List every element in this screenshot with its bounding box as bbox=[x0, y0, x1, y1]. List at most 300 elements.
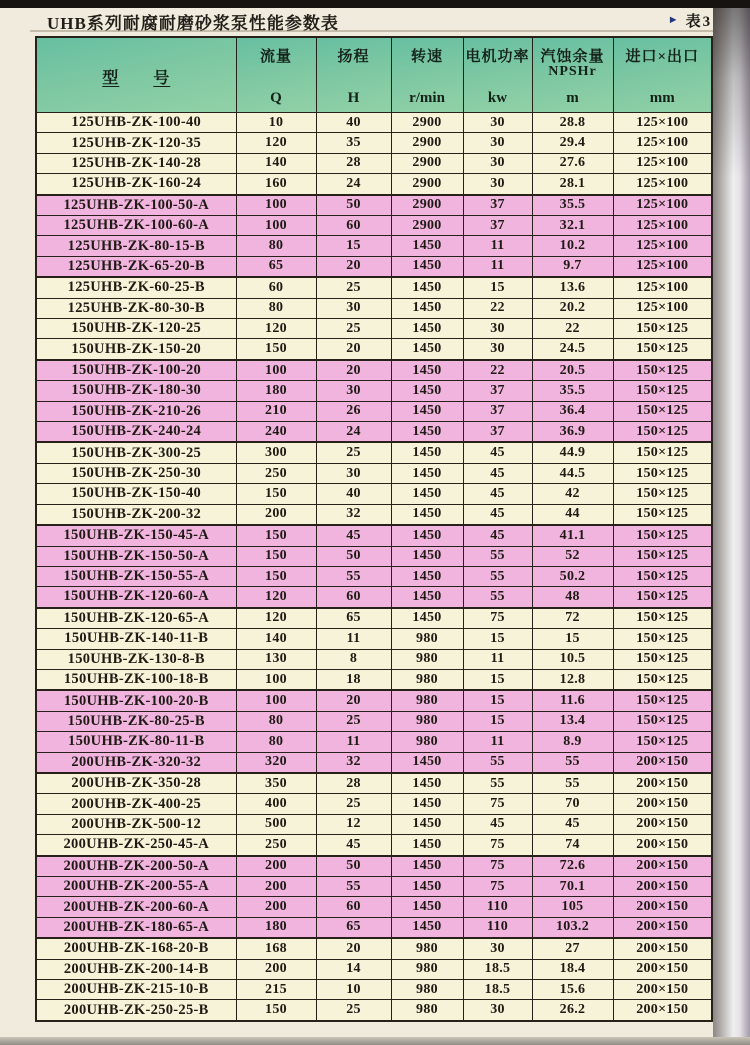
power-cell: 75 bbox=[463, 856, 532, 877]
header-speed bbox=[391, 37, 463, 113]
power-cell: 22 bbox=[463, 298, 532, 318]
speed-cell: 1450 bbox=[391, 587, 463, 608]
npsh-cell: 28.1 bbox=[532, 174, 613, 195]
model-cell: 200UHB-ZK-250-45-A bbox=[36, 835, 236, 856]
ports-cell: 125×100 bbox=[613, 133, 712, 153]
npsh-cell: 29.4 bbox=[532, 133, 613, 153]
scan-bottom-edge bbox=[0, 1037, 750, 1045]
model-cell: 150UHB-ZK-120-65-A bbox=[36, 608, 236, 629]
ports-cell: 125×100 bbox=[613, 216, 712, 236]
head-cell: 55 bbox=[316, 566, 391, 586]
ports-cell: 125×100 bbox=[613, 113, 712, 133]
flow-cell: 60 bbox=[236, 277, 316, 298]
ports-cell: 150×125 bbox=[613, 319, 712, 339]
flow-cell: 140 bbox=[236, 629, 316, 649]
npsh-cell: 36.9 bbox=[532, 422, 613, 443]
power-cell: 75 bbox=[463, 877, 532, 897]
model-cell: 125UHB-ZK-80-15-B bbox=[36, 236, 236, 256]
table-row bbox=[36, 339, 712, 360]
speed-cell: 1450 bbox=[391, 236, 463, 256]
npsh-cell: 8.9 bbox=[532, 732, 613, 752]
header-power-unit: kw bbox=[487, 90, 508, 106]
flow-cell: 200 bbox=[236, 856, 316, 877]
table-row bbox=[36, 525, 712, 546]
ports-cell: 200×150 bbox=[613, 794, 712, 814]
head-cell: 40 bbox=[316, 484, 391, 504]
speed-cell: 2900 bbox=[391, 113, 463, 133]
head-cell: 30 bbox=[316, 463, 391, 483]
model-cell: 150UHB-ZK-210-26 bbox=[36, 401, 236, 421]
speed-cell: 980 bbox=[391, 711, 463, 731]
head-cell: 60 bbox=[316, 216, 391, 236]
table-row bbox=[36, 566, 712, 586]
power-cell: 37 bbox=[463, 216, 532, 236]
npsh-cell: 27.6 bbox=[532, 153, 613, 173]
power-cell: 45 bbox=[463, 442, 532, 463]
power-cell: 11 bbox=[463, 732, 532, 752]
model-cell: 200UHB-ZK-320-32 bbox=[36, 752, 236, 773]
head-cell: 25 bbox=[316, 277, 391, 298]
speed-cell: 1450 bbox=[391, 256, 463, 277]
speed-cell: 1450 bbox=[391, 401, 463, 421]
npsh-cell: 48 bbox=[532, 587, 613, 608]
speed-cell: 1450 bbox=[391, 319, 463, 339]
head-cell: 28 bbox=[316, 153, 391, 173]
npsh-cell: 44.9 bbox=[532, 442, 613, 463]
model-cell: 125UHB-ZK-100-60-A bbox=[36, 216, 236, 236]
ports-cell: 150×125 bbox=[613, 422, 712, 443]
ports-cell: 150×125 bbox=[613, 484, 712, 504]
power-cell: 11 bbox=[463, 236, 532, 256]
power-cell: 45 bbox=[463, 484, 532, 504]
model-cell: 125UHB-ZK-100-40 bbox=[36, 113, 236, 133]
table-row bbox=[36, 401, 712, 421]
npsh-cell: 18.4 bbox=[532, 959, 613, 979]
flow-cell: 100 bbox=[236, 690, 316, 711]
model-cell: 200UHB-ZK-200-60-A bbox=[36, 897, 236, 917]
table-row bbox=[36, 732, 712, 752]
model-cell: 150UHB-ZK-140-11-B bbox=[36, 629, 236, 649]
header-npsh-label: 汽蚀余量 bbox=[540, 49, 605, 65]
head-cell: 24 bbox=[316, 174, 391, 195]
npsh-cell: 10.5 bbox=[532, 649, 613, 669]
table-row bbox=[36, 938, 712, 959]
flow-cell: 200 bbox=[236, 877, 316, 897]
npsh-cell: 24.5 bbox=[532, 339, 613, 360]
flow-cell: 130 bbox=[236, 649, 316, 669]
model-cell: 125UHB-ZK-120-35 bbox=[36, 133, 236, 153]
ports-cell: 150×125 bbox=[613, 525, 712, 546]
header-speed-label: 转速 bbox=[410, 49, 443, 65]
power-cell: 37 bbox=[463, 195, 532, 216]
flow-cell: 120 bbox=[236, 587, 316, 608]
npsh-cell: 35.5 bbox=[532, 381, 613, 401]
npsh-cell: 74 bbox=[532, 835, 613, 856]
npsh-cell: 70 bbox=[532, 794, 613, 814]
table-body bbox=[36, 113, 712, 1022]
model-cell: 125UHB-ZK-160-24 bbox=[36, 174, 236, 195]
model-cell: 200UHB-ZK-168-20-B bbox=[36, 938, 236, 959]
model-cell: 150UHB-ZK-100-18-B bbox=[36, 669, 236, 690]
speed-cell: 980 bbox=[391, 649, 463, 669]
power-cell: 11 bbox=[463, 256, 532, 277]
speed-cell: 980 bbox=[391, 959, 463, 979]
model-cell: 125UHB-ZK-100-50-A bbox=[36, 195, 236, 216]
header-head-label: 扬程 bbox=[337, 49, 370, 65]
speed-cell: 980 bbox=[391, 690, 463, 711]
npsh-cell: 72.6 bbox=[532, 856, 613, 877]
header-ports bbox=[613, 37, 712, 113]
flow-cell: 80 bbox=[236, 711, 316, 731]
power-cell: 15 bbox=[463, 629, 532, 649]
ports-cell: 200×150 bbox=[613, 917, 712, 938]
table-row bbox=[36, 690, 712, 711]
model-cell: 150UHB-ZK-120-60-A bbox=[36, 587, 236, 608]
header-power bbox=[463, 37, 532, 113]
npsh-cell: 105 bbox=[532, 897, 613, 917]
power-cell: 37 bbox=[463, 381, 532, 401]
power-cell: 75 bbox=[463, 608, 532, 629]
speed-cell: 980 bbox=[391, 669, 463, 690]
power-cell: 30 bbox=[463, 174, 532, 195]
table-row bbox=[36, 1000, 712, 1021]
head-cell: 25 bbox=[316, 319, 391, 339]
npsh-cell: 10.2 bbox=[532, 236, 613, 256]
header-ports-label: 进口×出口 bbox=[625, 49, 700, 65]
speed-cell: 1450 bbox=[391, 856, 463, 877]
model-cell: 200UHB-ZK-350-28 bbox=[36, 773, 236, 794]
table-row bbox=[36, 298, 712, 318]
ports-cell: 125×100 bbox=[613, 174, 712, 195]
ports-cell: 200×150 bbox=[613, 835, 712, 856]
head-cell: 65 bbox=[316, 917, 391, 938]
model-cell: 150UHB-ZK-150-20 bbox=[36, 339, 236, 360]
table-row bbox=[36, 711, 712, 731]
flow-cell: 350 bbox=[236, 773, 316, 794]
head-cell: 15 bbox=[316, 236, 391, 256]
speed-cell: 1450 bbox=[391, 835, 463, 856]
flow-cell: 100 bbox=[236, 669, 316, 690]
power-cell: 30 bbox=[463, 113, 532, 133]
table-row bbox=[36, 897, 712, 917]
flow-cell: 150 bbox=[236, 525, 316, 546]
table-row bbox=[36, 113, 712, 133]
flow-cell: 100 bbox=[236, 195, 316, 216]
power-cell: 75 bbox=[463, 794, 532, 814]
model-cell: 150UHB-ZK-200-32 bbox=[36, 504, 236, 525]
model-cell: 150UHB-ZK-150-45-A bbox=[36, 525, 236, 546]
speed-cell: 1450 bbox=[391, 360, 463, 381]
model-cell: 150UHB-ZK-80-11-B bbox=[36, 732, 236, 752]
ports-cell: 125×100 bbox=[613, 195, 712, 216]
flow-cell: 500 bbox=[236, 814, 316, 834]
page-curl-shadow bbox=[713, 8, 750, 1037]
head-cell: 30 bbox=[316, 298, 391, 318]
power-cell: 30 bbox=[463, 319, 532, 339]
flow-cell: 140 bbox=[236, 153, 316, 173]
ports-cell: 150×125 bbox=[613, 360, 712, 381]
table-row bbox=[36, 608, 712, 629]
npsh-cell: 13.4 bbox=[532, 711, 613, 731]
table-row bbox=[36, 546, 712, 566]
table-row bbox=[36, 959, 712, 979]
table-row bbox=[36, 835, 712, 856]
ports-cell: 150×125 bbox=[613, 381, 712, 401]
speed-cell: 2900 bbox=[391, 216, 463, 236]
head-cell: 50 bbox=[316, 546, 391, 566]
npsh-cell: 15.6 bbox=[532, 980, 613, 1000]
power-cell: 11 bbox=[463, 649, 532, 669]
speed-cell: 1450 bbox=[391, 381, 463, 401]
head-cell: 45 bbox=[316, 835, 391, 856]
ports-cell: 150×125 bbox=[613, 463, 712, 483]
flow-cell: 160 bbox=[236, 174, 316, 195]
head-cell: 8 bbox=[316, 649, 391, 669]
header-speed-unit: r/min bbox=[409, 90, 445, 106]
table-row bbox=[36, 422, 712, 443]
table-row bbox=[36, 856, 712, 877]
power-cell: 15 bbox=[463, 690, 532, 711]
table-row bbox=[36, 216, 712, 236]
head-cell: 10 bbox=[316, 980, 391, 1000]
ports-cell: 200×150 bbox=[613, 773, 712, 794]
ports-cell: 200×150 bbox=[613, 877, 712, 897]
model-cell: 200UHB-ZK-200-14-B bbox=[36, 959, 236, 979]
head-cell: 12 bbox=[316, 814, 391, 834]
ports-cell: 150×125 bbox=[613, 690, 712, 711]
npsh-cell: 13.6 bbox=[532, 277, 613, 298]
speed-cell: 1450 bbox=[391, 814, 463, 834]
ports-cell: 150×125 bbox=[613, 546, 712, 566]
head-cell: 40 bbox=[316, 113, 391, 133]
header-npsh-unit: m bbox=[566, 90, 579, 106]
speed-cell: 2900 bbox=[391, 195, 463, 216]
ports-cell: 150×125 bbox=[613, 732, 712, 752]
speed-cell: 1450 bbox=[391, 277, 463, 298]
flow-cell: 100 bbox=[236, 216, 316, 236]
model-cell: 125UHB-ZK-65-20-B bbox=[36, 256, 236, 277]
header-npsh-sub: NPSHr bbox=[548, 64, 597, 79]
table-row bbox=[36, 504, 712, 525]
model-cell: 150UHB-ZK-150-50-A bbox=[36, 546, 236, 566]
model-cell: 200UHB-ZK-500-12 bbox=[36, 814, 236, 834]
speed-cell: 1450 bbox=[391, 794, 463, 814]
power-cell: 37 bbox=[463, 401, 532, 421]
flow-cell: 200 bbox=[236, 897, 316, 917]
head-cell: 25 bbox=[316, 794, 391, 814]
npsh-cell: 50.2 bbox=[532, 566, 613, 586]
npsh-cell: 28.8 bbox=[532, 113, 613, 133]
triangle-right-icon: ► bbox=[667, 14, 679, 26]
head-cell: 11 bbox=[316, 732, 391, 752]
power-cell: 37 bbox=[463, 422, 532, 443]
speed-cell: 980 bbox=[391, 629, 463, 649]
head-cell: 60 bbox=[316, 897, 391, 917]
ports-cell: 200×150 bbox=[613, 814, 712, 834]
npsh-cell: 44.5 bbox=[532, 463, 613, 483]
flow-cell: 180 bbox=[236, 381, 316, 401]
npsh-cell: 32.1 bbox=[532, 216, 613, 236]
flow-cell: 215 bbox=[236, 980, 316, 1000]
ports-cell: 200×150 bbox=[613, 959, 712, 979]
ports-cell: 125×100 bbox=[613, 277, 712, 298]
flow-cell: 180 bbox=[236, 917, 316, 938]
flow-cell: 250 bbox=[236, 463, 316, 483]
model-cell: 200UHB-ZK-180-65-A bbox=[36, 917, 236, 938]
npsh-cell: 27 bbox=[532, 938, 613, 959]
ports-cell: 150×125 bbox=[613, 629, 712, 649]
flow-cell: 150 bbox=[236, 546, 316, 566]
power-cell: 15 bbox=[463, 711, 532, 731]
speed-cell: 980 bbox=[391, 938, 463, 959]
power-cell: 45 bbox=[463, 814, 532, 834]
ports-cell: 150×125 bbox=[613, 711, 712, 731]
table-row bbox=[36, 236, 712, 256]
npsh-cell: 35.5 bbox=[532, 195, 613, 216]
power-cell: 30 bbox=[463, 938, 532, 959]
head-cell: 11 bbox=[316, 629, 391, 649]
power-cell: 55 bbox=[463, 566, 532, 586]
flow-cell: 150 bbox=[236, 566, 316, 586]
npsh-cell: 70.1 bbox=[532, 877, 613, 897]
page-title: UHB系列耐腐耐磨砂浆泵性能参数表 bbox=[47, 14, 339, 33]
header-head-unit: H bbox=[347, 90, 360, 106]
model-cell: 150UHB-ZK-240-24 bbox=[36, 422, 236, 443]
npsh-cell: 45 bbox=[532, 814, 613, 834]
ports-cell: 150×125 bbox=[613, 669, 712, 690]
ports-cell: 150×125 bbox=[613, 339, 712, 360]
npsh-cell: 22 bbox=[532, 319, 613, 339]
table-header-row bbox=[36, 37, 712, 113]
speed-cell: 1450 bbox=[391, 608, 463, 629]
head-cell: 50 bbox=[316, 195, 391, 216]
flow-cell: 100 bbox=[236, 360, 316, 381]
ports-cell: 150×125 bbox=[613, 442, 712, 463]
pump-spec-table bbox=[35, 36, 713, 1022]
speed-cell: 1450 bbox=[391, 298, 463, 318]
npsh-cell: 9.7 bbox=[532, 256, 613, 277]
speed-cell: 1450 bbox=[391, 422, 463, 443]
model-cell: 125UHB-ZK-140-28 bbox=[36, 153, 236, 173]
flow-cell: 210 bbox=[236, 401, 316, 421]
model-cell: 200UHB-ZK-215-10-B bbox=[36, 980, 236, 1000]
npsh-cell: 72 bbox=[532, 608, 613, 629]
table-row bbox=[36, 360, 712, 381]
speed-cell: 1450 bbox=[391, 877, 463, 897]
table-row bbox=[36, 381, 712, 401]
table-row bbox=[36, 195, 712, 216]
npsh-cell: 55 bbox=[532, 773, 613, 794]
table-row bbox=[36, 319, 712, 339]
speed-cell: 1450 bbox=[391, 917, 463, 938]
speed-cell: 1450 bbox=[391, 484, 463, 504]
head-cell: 45 bbox=[316, 525, 391, 546]
flow-cell: 120 bbox=[236, 133, 316, 153]
ports-cell: 200×150 bbox=[613, 897, 712, 917]
table-row bbox=[36, 153, 712, 173]
table-row bbox=[36, 980, 712, 1000]
model-cell: 150UHB-ZK-80-25-B bbox=[36, 711, 236, 731]
header-ports-unit: mm bbox=[649, 90, 675, 106]
table-row bbox=[36, 277, 712, 298]
power-cell: 45 bbox=[463, 463, 532, 483]
ports-cell: 200×150 bbox=[613, 752, 712, 773]
flow-cell: 150 bbox=[236, 484, 316, 504]
flow-cell: 240 bbox=[236, 422, 316, 443]
table-row bbox=[36, 649, 712, 669]
table-row bbox=[36, 442, 712, 463]
npsh-cell: 15 bbox=[532, 629, 613, 649]
head-cell: 26 bbox=[316, 401, 391, 421]
ports-cell: 150×125 bbox=[613, 401, 712, 421]
flow-cell: 400 bbox=[236, 794, 316, 814]
flow-cell: 150 bbox=[236, 339, 316, 360]
flow-cell: 80 bbox=[236, 236, 316, 256]
header-npsh bbox=[532, 37, 613, 113]
speed-cell: 2900 bbox=[391, 133, 463, 153]
ports-cell: 150×125 bbox=[613, 649, 712, 669]
flow-cell: 150 bbox=[236, 1000, 316, 1021]
flow-cell: 200 bbox=[236, 959, 316, 979]
model-cell: 150UHB-ZK-150-55-A bbox=[36, 566, 236, 586]
head-cell: 55 bbox=[316, 877, 391, 897]
speed-cell: 2900 bbox=[391, 153, 463, 173]
speed-cell: 1450 bbox=[391, 773, 463, 794]
head-cell: 28 bbox=[316, 773, 391, 794]
model-cell: 150UHB-ZK-150-40 bbox=[36, 484, 236, 504]
flow-cell: 300 bbox=[236, 442, 316, 463]
flow-cell: 168 bbox=[236, 938, 316, 959]
header-power-label: 电机功率 bbox=[465, 49, 530, 65]
title-rule bbox=[30, 30, 714, 32]
power-cell: 30 bbox=[463, 339, 532, 360]
speed-cell: 1450 bbox=[391, 897, 463, 917]
head-cell: 25 bbox=[316, 711, 391, 731]
head-cell: 65 bbox=[316, 608, 391, 629]
ports-cell: 150×125 bbox=[613, 608, 712, 629]
flow-cell: 200 bbox=[236, 504, 316, 525]
flow-cell: 120 bbox=[236, 608, 316, 629]
model-cell: 200UHB-ZK-200-50-A bbox=[36, 856, 236, 877]
header-model bbox=[36, 37, 236, 113]
flow-cell: 80 bbox=[236, 732, 316, 752]
flow-cell: 120 bbox=[236, 319, 316, 339]
npsh-cell: 52 bbox=[532, 546, 613, 566]
table-row bbox=[36, 814, 712, 834]
head-cell: 32 bbox=[316, 752, 391, 773]
table-row bbox=[36, 587, 712, 608]
head-cell: 50 bbox=[316, 856, 391, 877]
power-cell: 110 bbox=[463, 917, 532, 938]
power-cell: 18.5 bbox=[463, 959, 532, 979]
table-number-label: 表3 bbox=[685, 14, 713, 30]
npsh-cell: 55 bbox=[532, 752, 613, 773]
speed-cell: 1450 bbox=[391, 442, 463, 463]
header-head bbox=[316, 37, 391, 113]
npsh-cell: 36.4 bbox=[532, 401, 613, 421]
table-row bbox=[36, 629, 712, 649]
head-cell: 35 bbox=[316, 133, 391, 153]
model-cell: 150UHB-ZK-100-20-B bbox=[36, 690, 236, 711]
ports-cell: 200×150 bbox=[613, 856, 712, 877]
header-model-char2: 号 bbox=[153, 69, 171, 87]
head-cell: 20 bbox=[316, 339, 391, 360]
power-cell: 75 bbox=[463, 835, 532, 856]
speed-cell: 980 bbox=[391, 1000, 463, 1021]
power-cell: 55 bbox=[463, 773, 532, 794]
model-cell: 200UHB-ZK-400-25 bbox=[36, 794, 236, 814]
model-cell: 125UHB-ZK-60-25-B bbox=[36, 277, 236, 298]
